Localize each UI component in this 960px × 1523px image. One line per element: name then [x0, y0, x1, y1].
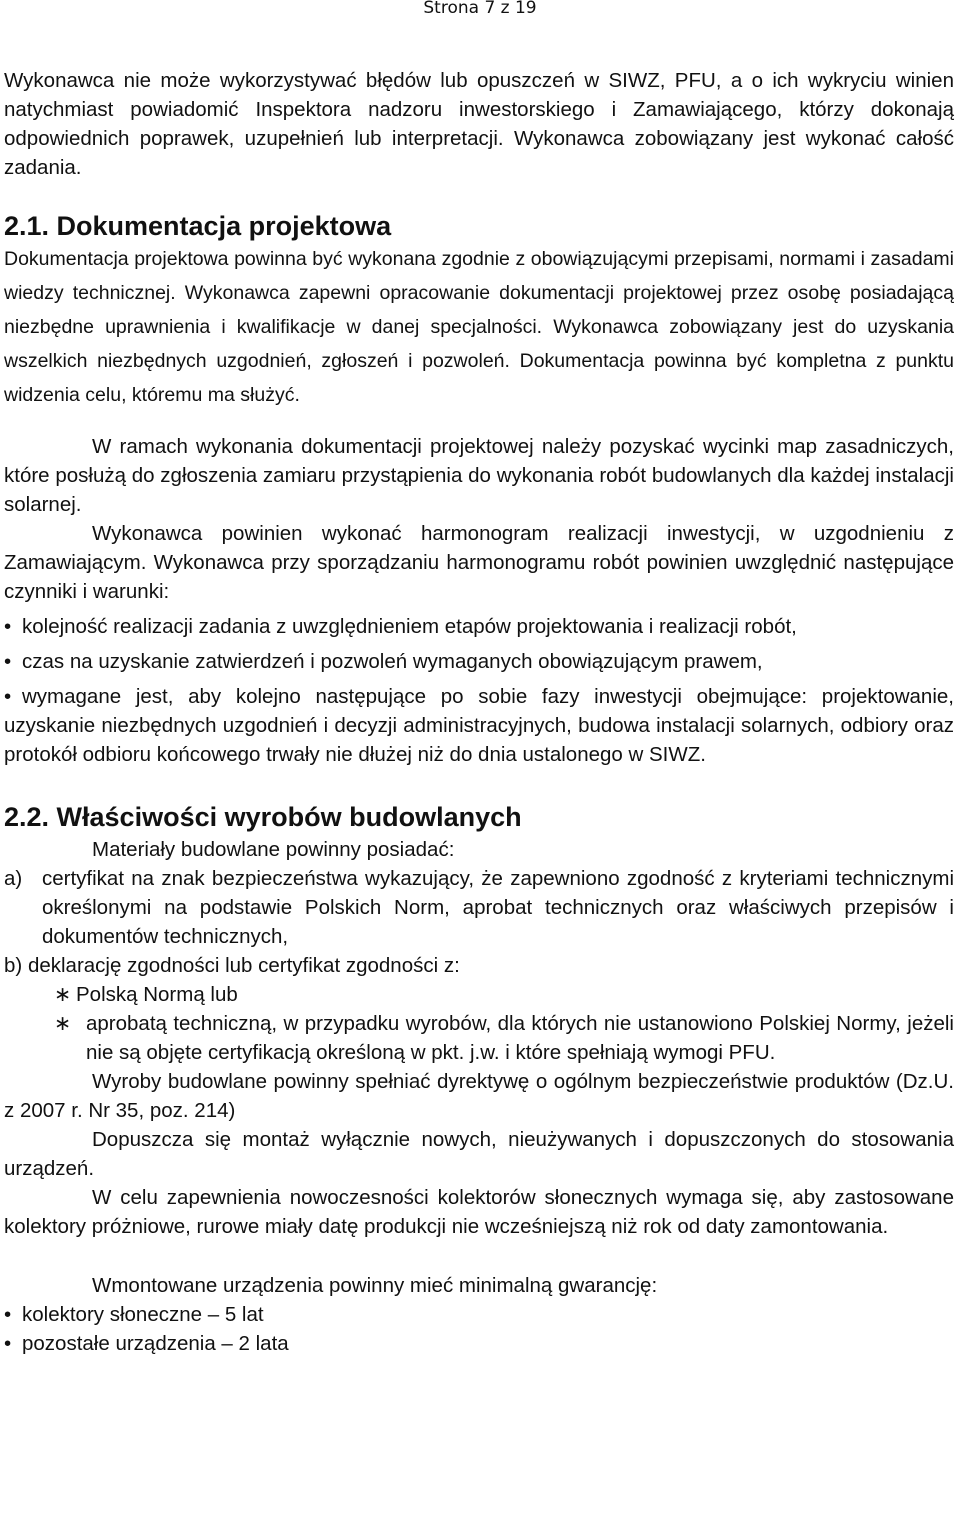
warranty-lead: Wmontowane urządzenia powinny mieć minimalną gwarancję:	[92, 1274, 658, 1297]
list-label: a)	[4, 867, 23, 890]
section-2-1-body: Dokumentacja projektowa powinna być wykonana zgodnie z obowiązującymi przepisami, normami i zasadami wiedzy technicznej. Wykonawca zapewni opracowanie dokumentacji projektowej przez osobę posiadającą niezbędne uprawnienia i kwalifikacje w danej specjalności. Wykonawca zobowiązany jest do uzyskania wszelkich niezbędnych uzgodnień, zgłoszeń i pozwoleń. Dokumentacja powinna być kompletna z punktu widzenia celu, któremu ma służyć.	[4, 248, 954, 406]
list-item	[4, 864, 954, 951]
warranty-list	[4, 1300, 954, 1358]
bullet-icon: •	[4, 650, 12, 673]
bullet-icon: •	[4, 1332, 12, 1355]
list-item-text: deklarację zgodności lub certyfikat zgodności z:	[27, 954, 460, 977]
schedule-factors-list	[4, 612, 954, 769]
list-item	[4, 612, 954, 641]
section-2-2-lead: Materiały budowlane powinny posiadać:	[92, 838, 455, 861]
list-item	[4, 980, 954, 1009]
list-item-text: czas na uzyskanie zatwierdzeń i pozwoleń wymaganych obowiązującym prawem,	[22, 650, 763, 673]
bullet-icon: •	[4, 685, 12, 708]
page-number-header: Strona 7 z 19	[423, 0, 537, 18]
list-item	[4, 1300, 954, 1329]
list-item	[4, 951, 954, 980]
bullet-icon: •	[4, 1303, 12, 1326]
list-item-text: pozostałe urządzenia – 2 lata	[22, 1332, 289, 1355]
list-item-text: wymagane jest, aby kolejno następujące po sobie fazy inwestycji obejmujące: projektowanie, uzyskanie niezbędnych uzgodnień i decyzji administracyjnych, budowa instalacji solarnych, odbiory oraz protokół odbioru końcowego trwały nie dłużej niż do dnia ustalonego w SIWZ.	[4, 685, 954, 766]
list-item-text: aprobatą techniczną, w przypadku wyrobów, dla których nie ustanowiono Polskiej Normy, jeżeli nie są objęte certyfikacją określoną w pkt. j.w. i które spełniają wymogi PFU.	[86, 1012, 954, 1064]
page-content	[4, 66, 954, 1358]
asterisk-icon: ∗	[54, 1012, 72, 1035]
list-item	[4, 1009, 954, 1067]
section-2-2-para-new-devices: Dopuszcza się montaż wyłącznie nowych, nieużywanych i dopuszczonych do stosowania urządzeń.	[4, 1128, 954, 1180]
list-item	[4, 647, 954, 676]
section-heading-2-2: 2.2. Właściwości wyrobów budowlanych	[4, 802, 522, 832]
list-item-text: kolektory słoneczne – 5 lat	[22, 1303, 264, 1326]
list-item-text: Polską Normą lub	[76, 983, 238, 1006]
section-2-2-para-collectors: W celu zapewnienia nowoczesności kolektorów słonecznych wymaga się, aby zastosowane kolektory próżniowe, rurowe miały datę produkcji nie wcześniejszą niż rok od daty zamontowania.	[4, 1186, 954, 1238]
section-2-1-para-maps: W ramach wykonania dokumentacji projektowej należy pozyskać wycinki map zasadniczych, które posłużą do zgłoszenia zamiaru przystąpienia do wykonania robót budowlanych dla każdej instalacji solarnej.	[4, 435, 954, 516]
section-2-2-para-directive: Wyroby budowlane powinny spełniać dyrektywę o ogólnym bezpieczeństwie produktów (Dz.U. z 2007 r. Nr 35, poz. 214)	[4, 1070, 954, 1122]
list-item-text: kolejność realizacji zadania z uwzględnieniem etapów projektowania i realizacji robót,	[22, 615, 797, 638]
asterisk-icon: ∗	[54, 983, 72, 1006]
intro-paragraph: Wykonawca nie może wykorzystywać błędów lub opuszczeń w SIWZ, PFU, a o ich wykryciu winien natychmiast powiadomić Inspektora nadzoru inwestorskiego i Zamawiającego, którzy dokonają odpowiednich poprawek, uzupełnień lub interpretacji. Wykonawca zobowiązany jest wykonać całość zadania.	[4, 69, 954, 179]
section-heading-2-1: 2.1. Dokumentacja projektowa	[4, 211, 392, 241]
list-item	[4, 682, 954, 769]
section-2-1-para-schedule: Wykonawca powinien wykonać harmonogram realizacji inwestycji, w uzgodnieniu z Zamawiającym. Wykonawca przy sporządzaniu harmonogramu robót powinien uwzględnić następujące czynniki i warunki:	[4, 522, 954, 603]
list-label: b)	[4, 954, 23, 977]
bullet-icon: •	[4, 615, 12, 638]
list-item-text: certyfikat na znak bezpieczeństwa wykazujący, że zapewniono zgodność z kryteriami technicznymi określonymi na podstawie Polskich Norm, aprobat technicznych oraz właściwych przepisów i dokumentów technicznych,	[42, 867, 954, 948]
list-item	[4, 1329, 954, 1358]
